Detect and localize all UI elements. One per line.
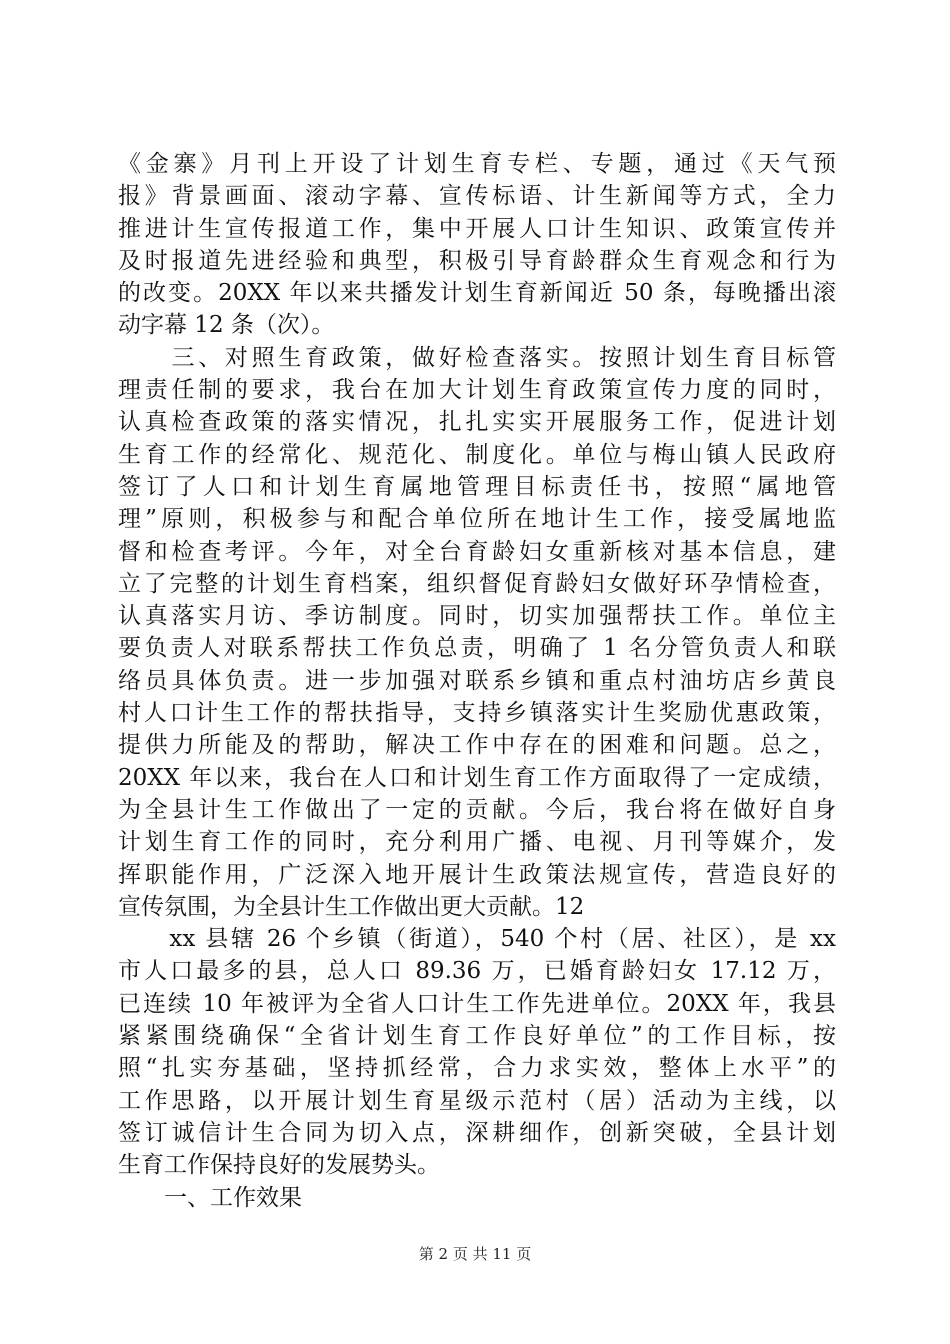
text-line: 督和检查考评。今年，对全台育龄妇女重新核对基本信息，建 (118, 538, 836, 565)
text-line: 络员具体负责。进一步加强对联系乡镇和重点村油坊店乡黄良 (118, 667, 836, 694)
text-line: 认真落实月访、季访制度。同时，切实加强帮扶工作。单位主 (118, 603, 836, 630)
text-line: 紧紧围绕确保“全省计划生育工作良好单位”的工作目标，按 (118, 1023, 836, 1050)
text-line: 挥职能作用，广泛深入地开展计生政策法规宣传，营造良好的 (118, 861, 836, 888)
text-line: 要负责人对联系帮扶工作负总责，明确了 1 名分管负责人和联 (118, 635, 836, 662)
text-line: 及时报道先进经验和典型，积极引导育龄群众生育观念和行为 (118, 247, 836, 274)
text-line: 立了完整的计划生育档案，组织督促育龄妇女做好环孕情检查， (118, 570, 836, 597)
text-line: 生育工作的经常化、规范化、制度化。单位与梅山镇人民政府 (118, 441, 836, 468)
text-line: 一、工作效果 (118, 1184, 302, 1211)
text-line: 为全县计生工作做出了一定的贡献。今后，我台将在做好自身 (118, 796, 836, 823)
text-line: 理责任制的要求，我台在加大计划生育政策宣传力度的同时， (118, 377, 836, 404)
text-line: 《金寨》月刊上开设了计划生育专栏、专题，通过《天气预 (118, 151, 836, 177)
text-line: 签订了人口和计划生育属地管理目标责任书，按照“属地管 (118, 473, 836, 500)
text-line: 20XX 年以来，我台在人口和计划生育工作方面取得了一定成绩， (118, 764, 836, 791)
text-line: 三、对照生育政策，做好检查落实。按照计划生育目标管 (118, 344, 836, 371)
text-line: 理”原则，积极参与和配合单位所在地计生工作，接受属地监 (118, 506, 836, 533)
text-line: 宣传氛围，为全县计生工作做出更大贡献。12 (118, 893, 585, 920)
text-line: 工作思路，以开展计划生育星级示范村（居）活动为主线，以 (118, 1087, 836, 1114)
text-line: 照“扎实夯基础，坚持抓经常，合力求实效，整体上水平”的 (118, 1055, 836, 1082)
text-line: 已连续 10 年被评为全省人口计生工作先进单位。20XX 年，我县 (118, 990, 836, 1017)
text-line: xx 县辖 26 个乡镇（街道），540 个村（居、社区），是 xx (118, 926, 836, 953)
text-line: 签订诚信计生合同为切入点，深耕细作，创新突破，全县计划 (118, 1119, 836, 1146)
text-line: 计划生育工作的同时，充分利用广播、电视、月刊等媒介，发 (118, 829, 836, 856)
text-line: 市人口最多的县，总人口 89.36 万，已婚育龄妇女 17.12 万， (118, 958, 836, 985)
page-footer: 第 2 页 共 11 页 (418, 1245, 532, 1263)
text-line: 推进计生宣传报道工作，集中开展人口计生知识、政策宣传并 (118, 215, 836, 242)
text-line: 动字幕 12 条（次）。 (118, 312, 335, 339)
document-body (118, 148, 836, 1214)
text-line: 村人口计生工作的帮扶指导，支持乡镇落实计生奖励优惠政策， (118, 700, 836, 727)
text-line: 报》背景画面、滚动字幕、宣传标语、计生新闻等方式，全力 (118, 183, 836, 210)
text-line: 提供力所能及的帮助，解决工作中存在的困难和问题。总之， (118, 732, 836, 759)
text-line: 的改变。20XX 年以来共播发计划生育新闻近 50 条，每晚播出滚 (118, 280, 836, 307)
text-line: 生育工作保持良好的发展势头。 (118, 1152, 440, 1179)
text-line: 认真检查政策的落实情况，扎扎实实开展服务工作，促进计划 (118, 409, 836, 436)
